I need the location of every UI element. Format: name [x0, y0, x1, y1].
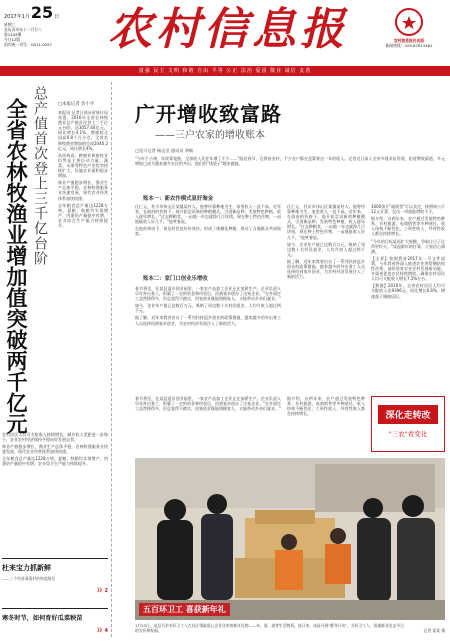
- main-byline: □见习记者 杨志莹 通讯员 余敏: [135, 148, 194, 153]
- main-subheadline: ——三户农家的增收账本: [155, 130, 265, 141]
- main-right-paragraph: 据介绍，这两年来，农户通过发展特色种养、乡村旅游、电商销售等多种途径，收入结构不断优化，工资性收入、经营性收入都在持续增长。: [371, 216, 445, 237]
- publisher-logo-icon: [395, 8, 423, 36]
- left-byline: □本报记者 彭小平: [58, 102, 95, 107]
- date-block: [4, 3, 78, 47]
- photo-caption-text: 1月23日，某县百余名环卫工人在社区领取爱心企业送来的新年礼物——米、面、油等生活物资。连日来，该县开展"暖冬行动"，为环卫工人、困难群众送去节日的关怀和祝福。: [135, 623, 404, 633]
- column-label: 深化走转改: [378, 405, 438, 424]
- left-paragraph: 本报讯 记者日前从省统计局获悉，2016年全省农林牧渔业总产值首次登上三千亿元台阶，达3057.44亿元，同比增长4.1%，增速较全国高0.8个百分点。全省农林牧渔业增加值完成2040.2亿元，同比增长4%。: [58, 110, 108, 151]
- left-paragraph: 林业产值稳步增长，渔业生产总体平稳，农林牧渔服务业快速发展，现代农业经营体系加快构建。: [2, 444, 108, 455]
- main-headline: 广开增收致富路: [135, 102, 282, 126]
- main-right-column: [371, 204, 445, 390]
- issue-number: 第1443期: [4, 32, 22, 37]
- section-2-body: [135, 286, 281, 390]
- masthead: [0, 0, 450, 76]
- main-middle-paragraph: 仕仁元，杜川市伟山区某镇某村人。他曾经靠种地为生，家里收入一直不高。近年来，在政府的扶持下，他开始尝试新的种植模式，引进新品种，发展特色种植，收入逐年增长。"过去种粮食，一亩地一年也就挣几百块钱，现在种上特色作物，一亩地能收入好几千。"他笑着说。: [287, 204, 365, 240]
- left-paragraph: 全年粮食总产量达1228万吨，夏粮、秋粮均实现增产，肉蛋奶产量稳中有增，农业综合生产能力持续提升。: [2, 456, 108, 467]
- section-2-paragraph: 如今，企业年产值已达数百万元，吸纳了周边数十名村民就业，人均月收入超过两千元。: [135, 303, 281, 314]
- news-photo: [135, 458, 445, 620]
- lunar-date: 农历丙申年十二月廿八: [4, 27, 42, 32]
- main-lead: "今年个小康，年终算笔账，全家收入比往年增了不少……"临近春节，在我省农村，不少农户都在盘算着这一年的收入。记者近日深入全省多地采访发现，拓宽增收渠道，多元增收已成为越来越多农民的共识，他们的"钱袋子"越来越鼓。: [135, 156, 445, 167]
- teaser-2-page: 》》4: [97, 628, 108, 634]
- publisher-block: [370, 8, 448, 48]
- main-right-paragraph: 1000余斤"福润堂"可以卖完，按照每公斤12元计算，仅这一项就能增收不少。: [371, 204, 445, 215]
- left-paragraph: 农村居民人均可支配收入持续增长，城乡收入差距进一步缩小，农业农村经济保持平稳向好发展态势。: [2, 432, 108, 443]
- teaser-1[interactable]: [2, 558, 108, 607]
- left-paragraph: 全年粮食总产量达1228万吨，夏粮、秋粮均实现增产，肉蛋奶产量稳中有增，农业综合生产能力持续提升。: [58, 202, 108, 228]
- main-middle-column: [287, 204, 365, 390]
- left-paragraph: 从结构看，种植业和畜牧业仍然是主要拉动力量，蔬菜、水果等特色产业优势持续扩大，设施农业面积稳步增加。: [58, 152, 108, 179]
- main-lower-paragraph: 据介绍，这两年来，农户通过发展特色种养、乡村旅游、电商销售等多种途径，收入结构不断优化，工资性收入、经营性收入都在持续增长。: [287, 396, 365, 417]
- main-story: [115, 80, 448, 640]
- teaser-2-title: 寒冬时节，如何育好瓜菜秧苗: [2, 615, 83, 622]
- publisher-name: 农村信息报社出版: [393, 38, 425, 43]
- teaser-1-page: 》》2: [97, 588, 108, 594]
- column-divider: [111, 82, 112, 637]
- main-lower-left: [135, 396, 281, 452]
- main-middle-paragraph: 如今，企业年产值已达数百万元，吸纳了周边数十名村民就业，人均月收入超过两千元。: [287, 241, 365, 257]
- section-2-paragraph: 据了解，近年来我省出台了一系列扶持返乡创业的政策措施，越来越多的外出务工人员选择回到家乡创业，为农村经济发展注入了新的活力。: [135, 315, 281, 326]
- slogan-text: 富强 民主 文明 和谐 自由 平等 公正 法治 爱国 敬业 诚信 友善: [138, 67, 312, 74]
- edition-info: 今日12版: [4, 37, 21, 42]
- photo-credit: 记者 某某 摄: [423, 628, 445, 633]
- hotline: 新闻热线：029-87613461: [385, 43, 433, 48]
- newspaper-title: 农村信息报: [108, 4, 348, 55]
- slogan-bar: [0, 66, 450, 76]
- day-number: 25: [30, 3, 54, 22]
- teaser-1-subtitle: ——三个经济薄弱村的致富路径: [2, 576, 56, 581]
- column-label-box: [371, 396, 445, 452]
- section-1-body: [135, 204, 281, 266]
- main-middle-paragraph: 据了解，近年来我省出台了一系列扶持返乡创业的政策措施，越来越多的外出务工人员选择回到家乡创业，为农村经济发展注入了新的活力。: [287, 258, 365, 280]
- main-lower-mid: [287, 396, 365, 452]
- left-body-lower: [2, 432, 108, 550]
- section-1-label: 账本一：新农作模式显好淘金: [143, 196, 214, 202]
- section-1-paragraph: 在他的带动下，周边村民也纷纷效仿，形成了规模化种植，带动了当地群众共同致富。: [135, 226, 281, 237]
- photo-caption-title: 五百环卫工 喜获新年礼: [139, 603, 230, 616]
- data-note: 【数据】2016年，全省农村居民人均可支配收入达9396元，同比增长6.6%，增速高于城镇居民。: [371, 283, 445, 299]
- teaser-1-title: 杜来宝力抓新鲜: [2, 564, 51, 572]
- left-column: [0, 80, 110, 640]
- left-headline: 全省农林牧渔业增加值突破两千亿元: [4, 98, 28, 434]
- editor-note: 【全景】按照我省2017年一号文件部署，今年我省将深入推进农业供给侧结构性改革，加快培育农业农村发展新动能，多渠道促进农民持续增收，确保农村居民人均可支配收入增长7.5%左右。: [371, 255, 445, 282]
- day-suffix: 日: [54, 14, 60, 20]
- left-body-upper: [58, 110, 108, 400]
- teaser-2[interactable]: [2, 608, 108, 641]
- column-sublabel: "三农"看变化: [388, 430, 428, 438]
- section-1-paragraph: 仕仁元，杜川市伟山区某镇某村人。他曾经靠种地为生，家里收入一直不高。近年来，在政府的扶持下，他开始尝试新的种植模式，引进新品种，发展特色种植，收入逐年增长。"过去种粮食，一亩地一年也就挣几百块钱，现在种上特色作物，一亩地能收入好几千。"他笑着说。: [135, 204, 281, 225]
- main-lower-paragraph: 春节将至，在某县返乡创业园里，一家农产品加工企业正在加紧生产。企业负责人早年外出务工，积累了一定的资金和经验后，回到家乡创办了这家企业。"在外面打工虽然挣得多，但总觉得不踏实，回家创业既能照顾家人，又能带动乡亲们就业。": [135, 396, 281, 412]
- photo-illustration: [135, 458, 445, 620]
- weekday: 星期三: [4, 22, 16, 27]
- cn-code: 国内统一刊号：CN11-0057: [4, 42, 52, 47]
- date-line: 2017年1月: [4, 14, 30, 20]
- section-2-label: 账本二：家门口创业乐增收: [143, 276, 208, 282]
- section-2-paragraph: 春节将至，在某县返乡创业园里，一家农产品加工企业正在加紧生产。企业负责人早年外出务工，积累了一定的资金和经验后，回到家乡创办了这家企业。"在外面打工虽然挣得多，但总觉得不踏实，回家创业既能照顾家人，又能带动乡亲们就业。": [135, 286, 281, 302]
- main-right-paragraph: "今年的目标是再扩大规模，争取让日子过得更红火。"谈起新年的打算，大家信心满满。: [371, 238, 445, 254]
- left-subheadline: 总产值首次登上三千亿台阶: [32, 86, 48, 266]
- left-paragraph: 林业产值稳步增长，渔业生产总体平稳，农林牧渔服务业快速发展，现代农业经营体系加快构建。: [58, 180, 108, 201]
